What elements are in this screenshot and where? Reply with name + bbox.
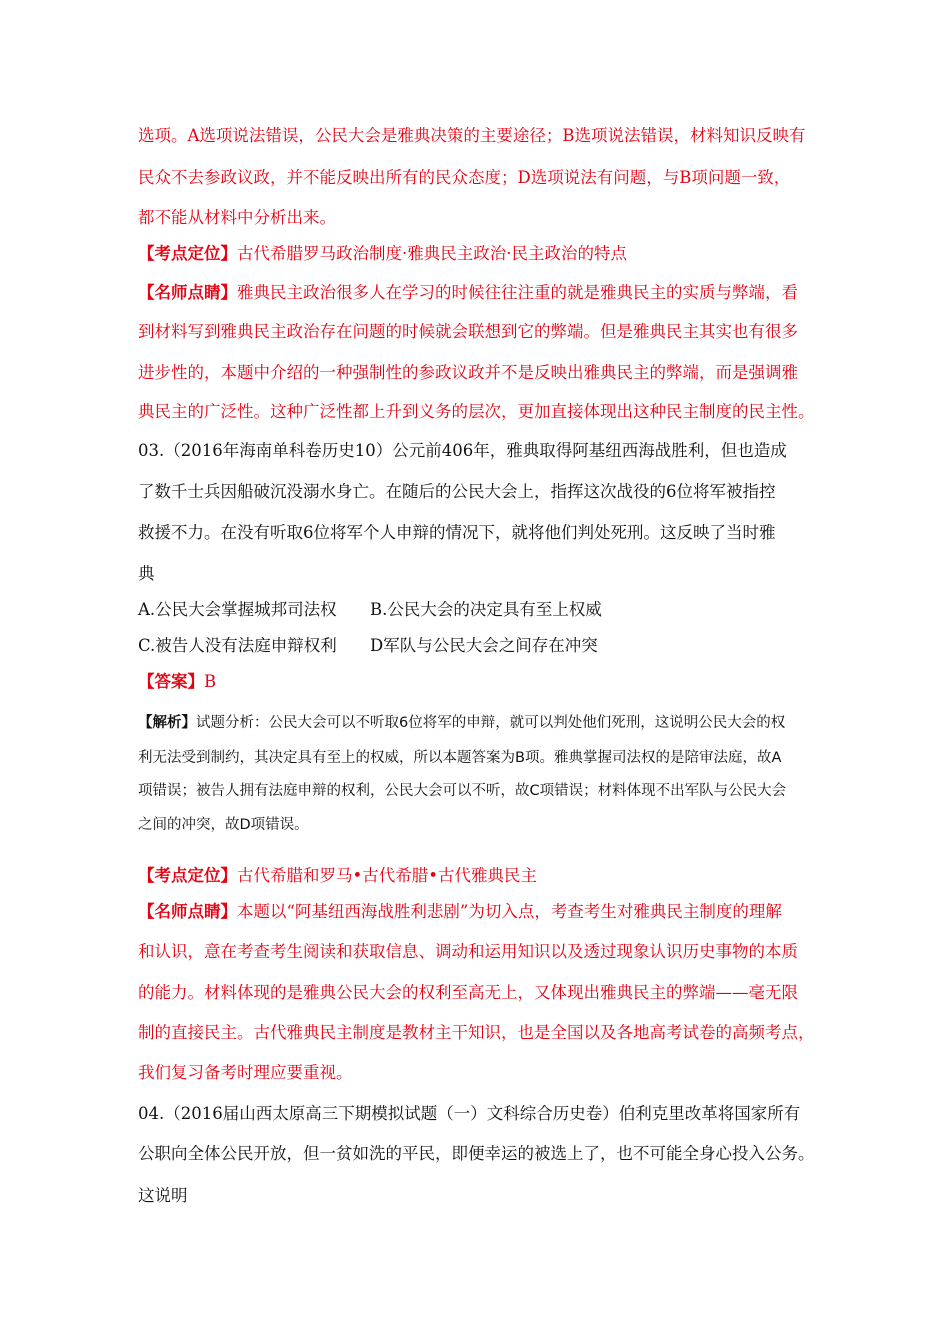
mingshi-row (138, 282, 798, 304)
mingshi-row (138, 901, 782, 923)
mingshi-label: 【名师点睛】 (138, 283, 237, 302)
mingshi-text: 本题以“阿基纽西海战胜利悲剧”为切入点，考查考生对雅典民主制度的理解 (237, 902, 782, 921)
mingshi-line: 的能力。材料体现的是雅典公民大会的权利至高无上，又体现出雅典民主的弊端——毫无限 (138, 983, 798, 1002)
jiexi-line: 项错误；被告人拥有法庭申辩的权利，公民大会可以不听，故C项错误；材料体现不出军队与公民大会 (138, 783, 787, 799)
question-line: 了数千士兵因船破沉没溺水身亡。在随后的公民大会上，指挥这次战役的6位将军被指控 (138, 482, 776, 501)
question-line: 04.（2016届山西太原高三下期模拟试题（一）文科综合历史卷）伯利克里改革将国家所有 (138, 1104, 801, 1123)
analysis-line: 民众不去参政议政，并不能反映出所有的民众态度；D选项说法有问题，与B项问题一致， (138, 168, 791, 187)
answer-label: 【答案】 (138, 672, 204, 691)
answer-value: B (204, 672, 217, 691)
mingshi-line: 到材料写到雅典民主政治存在问题的时候就会联想到它的弊端。但是雅典民主其实也有很多 (138, 322, 798, 341)
jiexi-label: 【解析】 (138, 715, 196, 731)
jiexi-text: 试题分析：公民大会可以不听取6位将军的申辩，就可以判处他们死刑，这说明公民大会的权 (196, 715, 786, 731)
mingshi-line: 和认识，意在考查考生阅读和获取信息、调动和运用知识以及透过现象认识历史事物的本质 (138, 942, 798, 961)
jiexi-row (138, 712, 785, 734)
question-line: 03.（2016年海南单科卷历史10）公元前406年，雅典取得阿基纽西海战胜利，但也造成 (138, 441, 787, 460)
analysis-line: 都不能从材料中分析出来。 (138, 208, 336, 227)
kaodian-row (138, 243, 627, 265)
kaodian-text: 古代希腊和罗马•古代希腊•古代雅典民主 (237, 866, 537, 885)
mingshi-line: 进步性的，本题中介绍的一种强制性的参政议政并不是反映出雅典民主的弊端，而是强调雅 (138, 363, 798, 382)
question-line: 救援不力。在没有听取6位将军个人申辩的情况下，就将他们判处死刑。这反映了当时雅 (138, 523, 776, 542)
kaodian-label: 【考点定位】 (138, 866, 237, 885)
kaodian-label: 【考点定位】 (138, 244, 237, 263)
mingshi-text: 雅典民主政治很多人在学习的时候往往注重的就是雅典民主的实质与弊端，看 (237, 283, 798, 302)
kaodian-row (138, 865, 537, 887)
jiexi-line: 利无法受到制约，其决定具有至上的权威，所以本题答案为B项。雅典掌握司法权的是陪审法庭，故A (138, 750, 782, 766)
option-b: B.公民大会的决定具有至上权威 (370, 600, 602, 619)
jiexi-line: 之间的冲突，故D项错误。 (138, 817, 309, 833)
kaodian-text: 古代希腊罗马政治制度·雅典民主政治·民主政治的特点 (237, 244, 627, 263)
question-line: 公职向全体公民开放，但一贫如洗的平民，即便幸运的被选上了，也不可能全身心投入公务。 (138, 1144, 815, 1163)
mingshi-line: 典民主的广泛性。这种广泛性都上升到义务的层次，更加直接体现出这种民主制度的民主性。 (138, 402, 815, 421)
question-line: 这说明 (138, 1186, 188, 1205)
question-line: 典 (138, 564, 155, 583)
mingshi-label: 【名师点睛】 (138, 902, 237, 921)
analysis-line: 选项。A选项说法错误，公民大会是雅典决策的主要途径；B选项说法错误，材料知识反映有 (138, 126, 806, 145)
option-c: C.被告人没有法庭申辩权利 (138, 636, 337, 655)
mingshi-line: 我们复习备考时理应要重视。 (138, 1063, 353, 1082)
option-d: D军队与公民大会之间存在冲突 (370, 636, 598, 655)
answer-row (138, 671, 216, 693)
mingshi-line: 制的直接民主。古代雅典民主制度是教材主干知识，也是全国以及各地高考试卷的高频考点， (138, 1023, 815, 1042)
option-a: A.公民大会掌握城邦司法权 (138, 600, 337, 619)
